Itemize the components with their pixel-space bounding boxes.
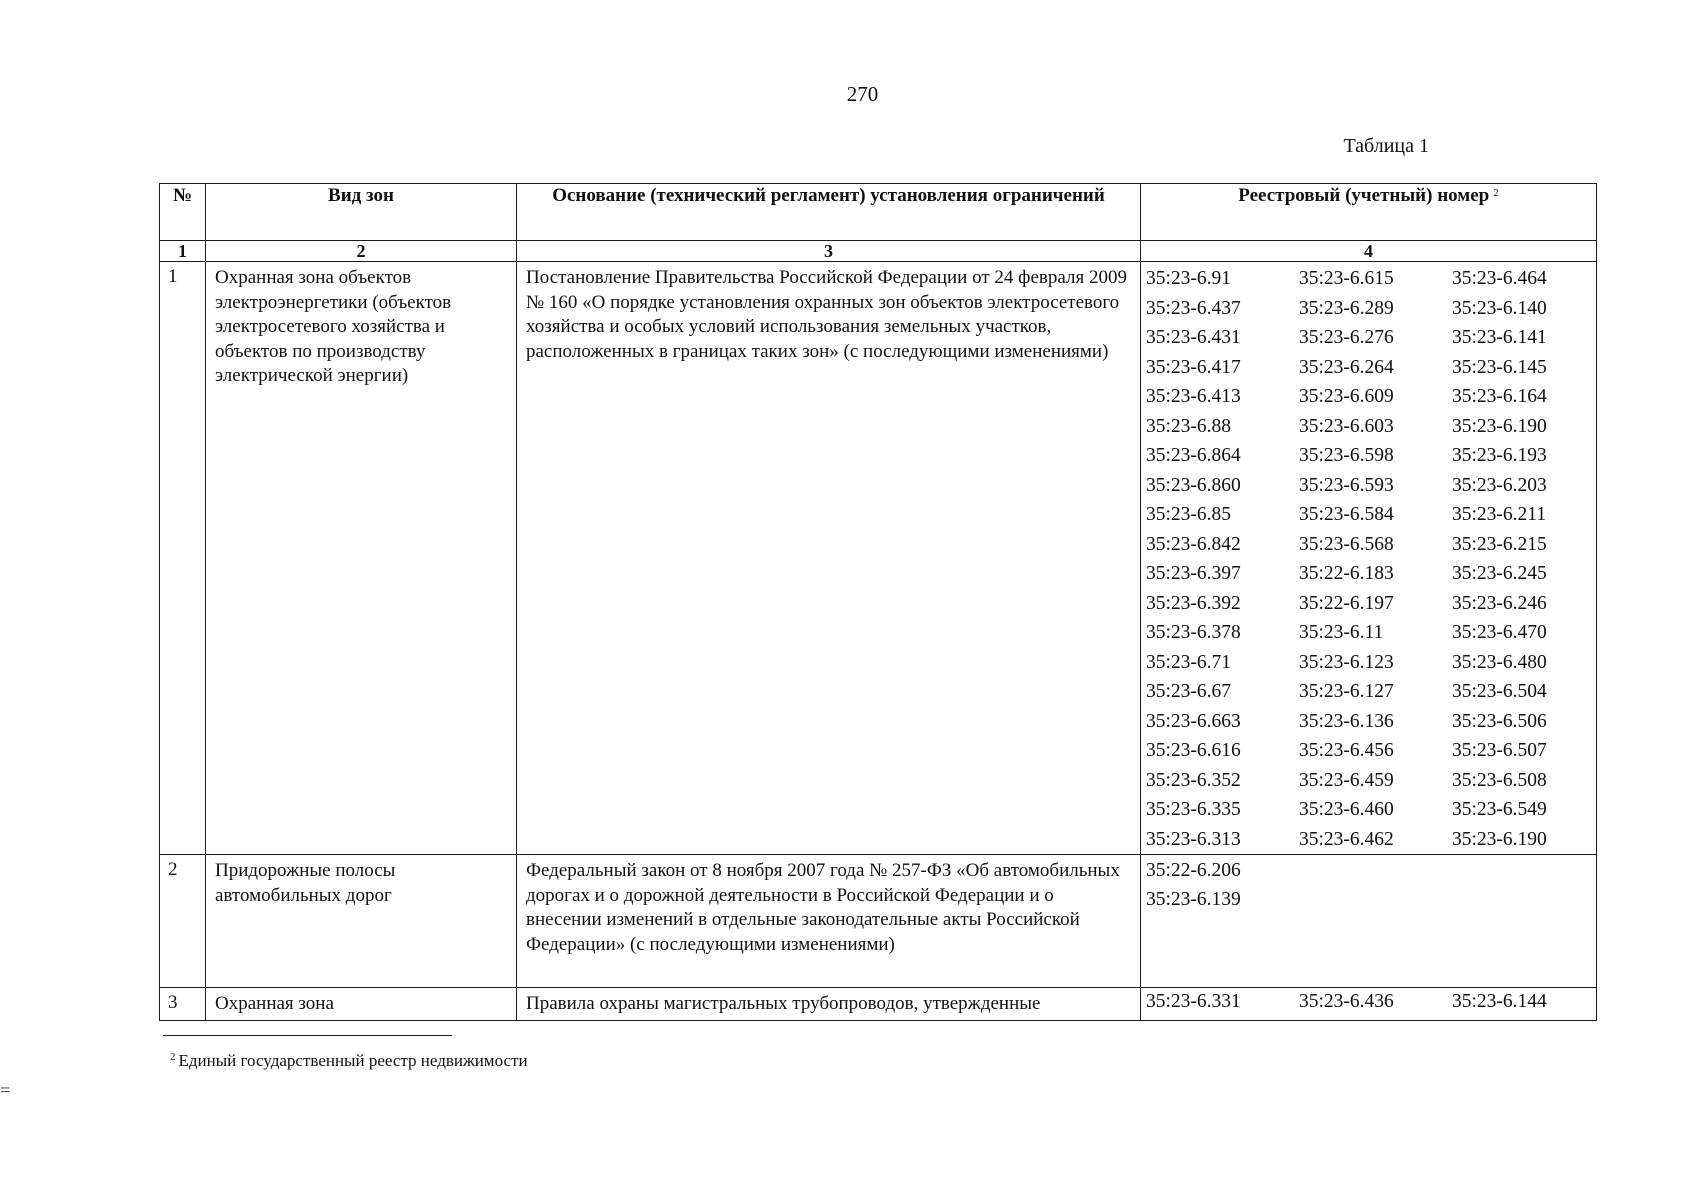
register-code: 35:23-6.413	[1146, 386, 1241, 407]
footnote-ref: 2	[1493, 187, 1499, 199]
register-code: 35:23-6.88	[1146, 415, 1232, 437]
row-number: 3	[160, 988, 206, 1021]
register-code: 35:23-6.190	[1452, 415, 1547, 437]
register-code: 35:23-6.460	[1299, 799, 1394, 820]
register-code: 35:23-6.584	[1299, 504, 1394, 525]
edge-mark: =	[0, 1080, 11, 1100]
register-code: 35:23-6.352	[1146, 769, 1241, 791]
register-code: 35:23-6.164	[1452, 386, 1547, 407]
register-code: 35:23-6.136	[1299, 710, 1394, 732]
register-code: 35:23-6.568	[1299, 533, 1394, 555]
column-number: 3	[517, 241, 1141, 262]
register-code: 35:23-6.663	[1146, 710, 1241, 732]
register-code: 35:23-6.211	[1452, 504, 1547, 525]
footnote-divider	[163, 1035, 452, 1036]
footnote-text: Единый государственный реестр недвижимости	[178, 1051, 528, 1070]
register-codes-cell	[1141, 855, 1597, 988]
register-code: 35:23-6.470	[1452, 622, 1547, 643]
register-code: 35:23-6.91	[1146, 268, 1232, 289]
register-code: 35:23-6.289	[1299, 297, 1394, 319]
register-code-list	[1141, 857, 1596, 915]
register-code: 35:23-6.507	[1452, 740, 1547, 761]
column-number-row	[160, 241, 1597, 262]
register-code: 35:23-6.145	[1452, 356, 1547, 378]
register-code: 35:23-6.276	[1299, 327, 1394, 348]
register-code: 35:23-6.190	[1452, 828, 1547, 850]
header-basis: Основание (технический регламент) установления ограничений	[517, 184, 1141, 241]
table-caption: Таблица 1	[1343, 135, 1429, 157]
register-code: 35:23-6.593	[1299, 474, 1394, 496]
register-code: 35:23-6.598	[1299, 445, 1394, 466]
page-number: 270	[846, 82, 879, 106]
register-code: 35:23-6.11	[1299, 622, 1384, 643]
table-row	[160, 262, 1597, 855]
zone-type-cell: Охранная зона объектов электроэнергетики (объектов электросетевого хозяйства и объектов по производству электрической энергии)	[206, 262, 517, 855]
register-code: 35:23-6.392	[1146, 592, 1241, 614]
row-number: 1	[160, 262, 206, 855]
register-table	[159, 183, 1597, 1021]
register-code: 35:23-6.462	[1299, 828, 1394, 850]
register-codes-cell	[1141, 262, 1597, 855]
zone-type-cell: Охранная зона	[206, 988, 517, 1021]
register-code: 35:23-6.378	[1146, 622, 1241, 643]
header-register-number	[1141, 184, 1597, 241]
register-code: 35:23-6.215	[1452, 533, 1547, 555]
register-code: 35:22-6.206	[1146, 860, 1241, 881]
header-register-number-label: Реестровый (учетный) номер	[1238, 185, 1490, 206]
register-code: 35:23-6.139	[1146, 889, 1241, 910]
register-code: 35:23-6.609	[1299, 386, 1394, 407]
register-code: 35:23-6.864	[1146, 445, 1241, 466]
footnote	[170, 1051, 528, 1071]
register-code: 35:23-6.245	[1452, 563, 1547, 584]
row-number: 2	[160, 855, 206, 988]
register-code: 35:23-6.437	[1146, 297, 1241, 319]
register-code: 35:23-6.508	[1452, 769, 1547, 791]
table-row	[160, 855, 1597, 988]
register-code: 35:23-6.85	[1146, 504, 1232, 525]
register-code: 35:23-6.603	[1299, 415, 1394, 437]
basis-cell: Правила охраны магистральных трубопроводов, утвержденные	[517, 988, 1141, 1021]
header-zone-type: Вид зон	[206, 184, 517, 241]
register-code-grid	[1141, 264, 1596, 854]
register-code: 35:23-6.144	[1452, 991, 1547, 1012]
register-code: 35:23-6.193	[1452, 445, 1547, 466]
register-code: 35:23-6.480	[1452, 651, 1547, 673]
register-code: 35:23-6.140	[1452, 297, 1547, 319]
register-code: 35:23-6.464	[1452, 268, 1547, 289]
basis-cell: Федеральный закон от 8 ноября 2007 года № 257-ФЗ «Об автомобильных дорогах и о дорожной деятельности в Российской Федерации и о внесении изменений в отдельные законодательные акты Российской Федерации» (с последующими изменениями)	[517, 855, 1141, 988]
register-code: 35:23-6.417	[1146, 356, 1241, 378]
register-code: 35:23-6.436	[1299, 991, 1394, 1012]
register-code: 35:23-6.313	[1146, 828, 1241, 850]
register-code-grid	[1141, 990, 1596, 1016]
register-code: 35:23-6.67	[1146, 681, 1232, 702]
header-row	[160, 184, 1597, 241]
register-code: 35:23-6.456	[1299, 740, 1394, 761]
register-code: 35:22-6.197	[1299, 592, 1394, 614]
register-code: 35:23-6.842	[1146, 533, 1241, 555]
register-code: 35:23-6.615	[1299, 268, 1394, 289]
register-code: 35:23-6.71	[1146, 651, 1232, 673]
register-code: 35:23-6.616	[1146, 740, 1241, 761]
register-code: 35:23-6.331	[1146, 991, 1241, 1012]
register-code: 35:23-6.264	[1299, 356, 1394, 378]
register-code: 35:23-6.504	[1452, 681, 1547, 702]
register-code: 35:22-6.183	[1299, 563, 1394, 584]
zone-type-cell: Придорожные полосы автомобильных дорог	[206, 855, 517, 988]
header-no: №	[160, 184, 206, 241]
register-code: 35:23-6.431	[1146, 327, 1241, 348]
basis-cell: Постановление Правительства Российской Федерации от 24 февраля 2009 № 160 «О порядке установления охранных зон объектов электросетевого хозяйства и особых условий использования земельных участков, расположенных в границах таких зон» (с последующими изменениями)	[517, 262, 1141, 855]
column-number: 1	[160, 241, 206, 262]
register-code: 35:23-6.127	[1299, 681, 1394, 702]
register-code: 35:23-6.203	[1452, 474, 1547, 496]
register-code: 35:23-6.459	[1299, 769, 1394, 791]
register-code: 35:23-6.549	[1452, 799, 1547, 820]
register-codes-cell	[1141, 988, 1597, 1021]
register-code: 35:23-6.506	[1452, 710, 1547, 732]
register-code: 35:23-6.141	[1452, 327, 1547, 348]
register-code: 35:23-6.335	[1146, 799, 1241, 820]
register-code: 35:23-6.397	[1146, 563, 1241, 584]
register-code: 35:23-6.246	[1452, 592, 1547, 614]
register-code: 35:23-6.860	[1146, 474, 1241, 496]
table-row	[160, 988, 1597, 1021]
footnote-mark: 2	[170, 1051, 176, 1063]
column-number: 2	[206, 241, 517, 262]
register-code: 35:23-6.123	[1299, 651, 1394, 673]
column-number: 4	[1141, 241, 1597, 262]
